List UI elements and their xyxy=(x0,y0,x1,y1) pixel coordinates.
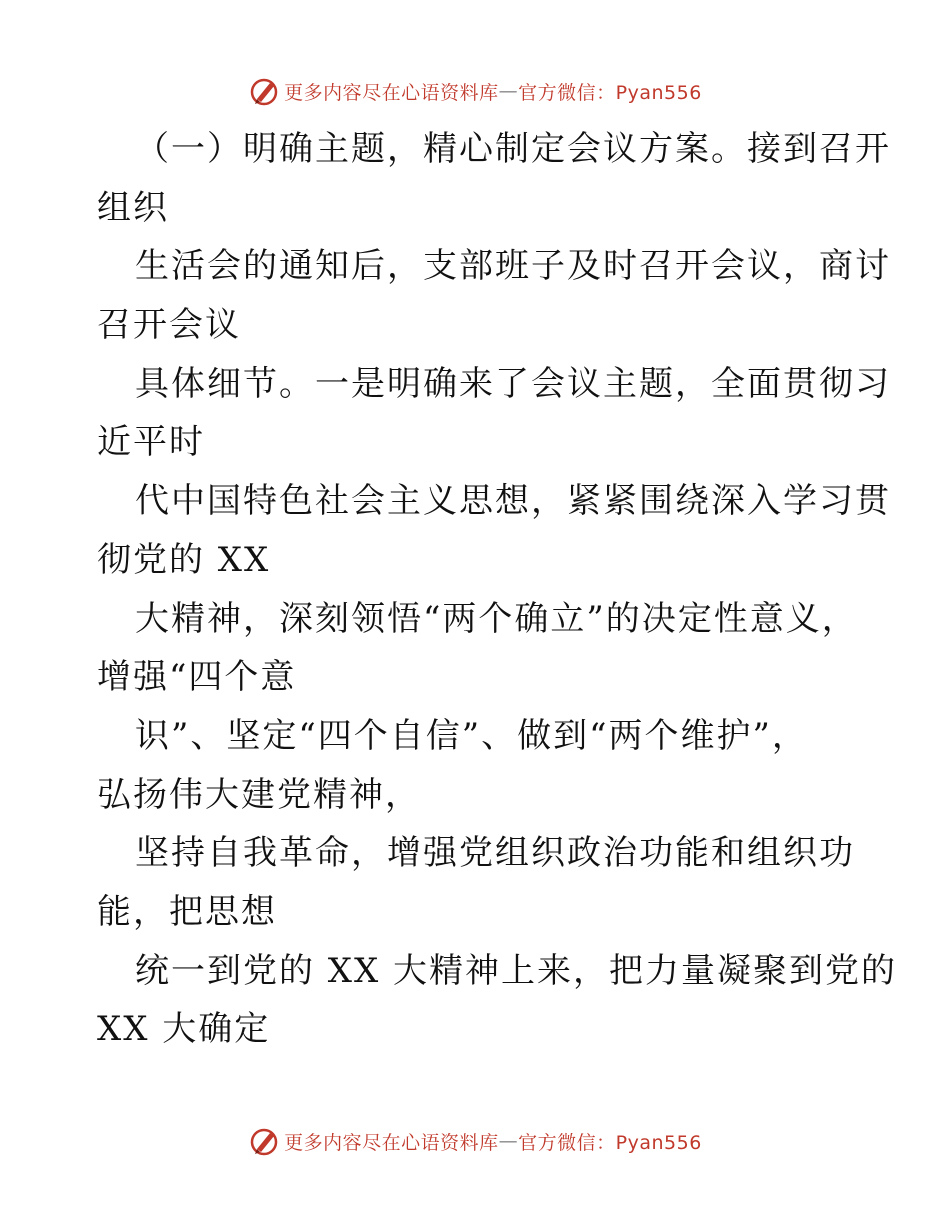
banner-dash: — xyxy=(498,1130,519,1152)
footer-banner xyxy=(0,1121,950,1161)
body-line: 具体细节。一是明确来了会议主题，全面贯彻习 xyxy=(135,363,891,404)
body-line: 代中国特色社会主义思想，紧紧围绕深入学习贯 xyxy=(135,481,891,522)
site-name-text: 更多内容尽在心语资料库 xyxy=(284,81,499,104)
wechat-text: 官方微信：Pyan556 xyxy=(518,1131,702,1154)
body-line: 彻党的 XX xyxy=(97,539,271,580)
body-line: 弘扬伟大建党精神， xyxy=(97,774,421,815)
body-line: 大精神，深刻领悟“两个确立”的决定性意义， xyxy=(135,598,858,639)
document-body xyxy=(97,120,898,1059)
banner-dash: — xyxy=(498,80,519,102)
body-line: 近平时 xyxy=(97,422,205,463)
body-line: 增强“四个意 xyxy=(97,657,297,698)
body-line: 统一到党的 XX 大精神上来，把力量凝聚到党的 xyxy=(135,950,898,991)
body-line: 召开会议 xyxy=(97,305,241,346)
site-name-text: 更多内容尽在心语资料库 xyxy=(284,1131,499,1154)
body-line: （一）明确主题，精心制定会议方案。接到召开 xyxy=(135,129,891,169)
wechat-text: 官方微信：Pyan556 xyxy=(518,81,702,104)
pen-circle-logo-icon xyxy=(248,75,280,107)
body-line: 识”、坚定“四个自信”、做到“两个维护”， xyxy=(135,715,808,756)
body-line: 坚持自我革命，增强党组织政治功能和组织功 xyxy=(135,833,855,874)
body-line: 生活会的通知后，支部班子及时召开会议，商讨 xyxy=(135,246,891,287)
body-line: XX 大确定 xyxy=(97,1009,271,1050)
body-line: 组织 xyxy=(97,187,169,228)
header-banner xyxy=(0,71,950,111)
body-line: 能，把思想 xyxy=(97,891,277,932)
pen-circle-logo-icon xyxy=(248,1125,280,1157)
